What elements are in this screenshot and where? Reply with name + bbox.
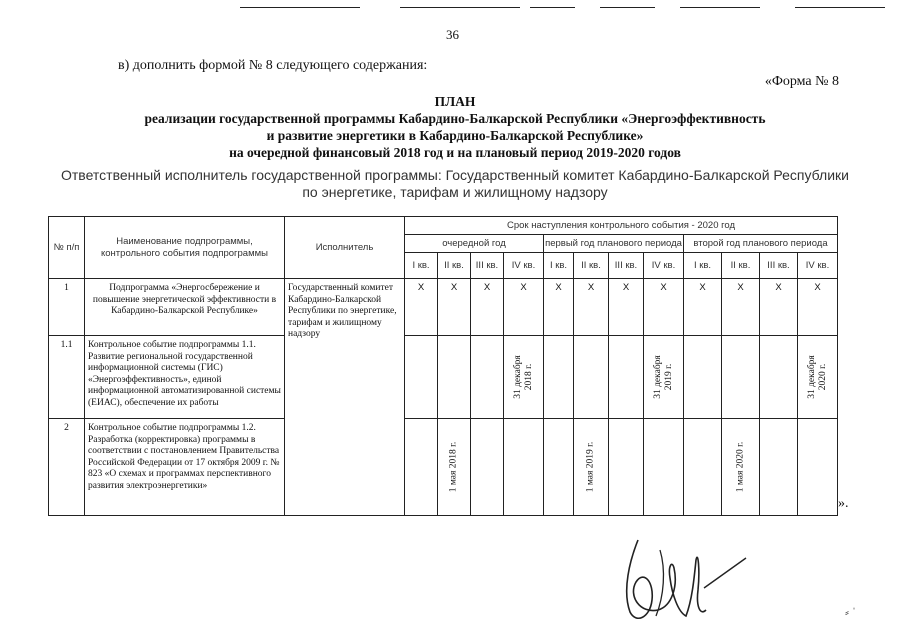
empty-cell <box>405 336 438 419</box>
empty-cell <box>644 419 684 516</box>
header-quarter: I кв. <box>544 253 574 279</box>
header-quarter: III кв. <box>609 253 644 279</box>
row-name: Контрольное событие подпрограммы 1.1. Развитие региональной государственной информационной системы (ГИС) «Энергоэффективность», единой информационной автоматизированной системы (ЕИАС), обеспечение их работы <box>85 336 285 419</box>
empty-cell <box>609 419 644 516</box>
x-mark: X <box>471 279 504 336</box>
header-period-current: очередной год <box>405 235 544 253</box>
form-label: «Форма № 8 <box>764 74 839 89</box>
x-mark: X <box>644 279 684 336</box>
header-quarter: II кв. <box>574 253 609 279</box>
deadline-cell <box>504 336 544 419</box>
deadline-cell <box>798 336 838 419</box>
empty-cell <box>684 336 722 419</box>
title-line: и развитие энергетики в Кабардино-Балкарской Республике» <box>266 128 644 143</box>
header-quarter: IV кв. <box>504 253 544 279</box>
header-num: № п/п <box>49 217 85 279</box>
header-quarter: IV кв. <box>798 253 838 279</box>
empty-cell <box>438 336 471 419</box>
header-quarter: III кв. <box>760 253 798 279</box>
row-number: 1 <box>49 279 85 336</box>
x-mark: X <box>684 279 722 336</box>
header-quarter: I кв. <box>405 253 438 279</box>
header-name: Наименование подпрограммы, контрольного события подпрограммы <box>85 217 285 279</box>
title-line: реализации государственной программы Кабардино-Балкарской Республики «Энергоэффективность <box>144 111 766 126</box>
deadline-cell <box>438 419 471 516</box>
plan-table <box>48 216 838 516</box>
top-rule <box>240 7 360 8</box>
deadline-cell <box>644 336 684 419</box>
deadline-cell <box>574 419 609 516</box>
closing-quote: ». <box>838 496 849 511</box>
responsible-executor <box>30 167 880 201</box>
table-row <box>49 336 838 419</box>
document-title <box>60 93 850 161</box>
row-name: Подпрограмма «Энергосбережение и повышение энергетической эффективности в Кабардино-Балкарской Республике» <box>85 279 285 336</box>
signature-image <box>600 520 750 630</box>
top-rule <box>600 7 655 8</box>
x-mark: X <box>504 279 544 336</box>
intro-text: в) дополнить формой № 8 следующего содержания: <box>118 58 428 73</box>
empty-cell <box>609 336 644 419</box>
title-line: на очередной финансовый 2018 год и на плановый период 2019-2020 годов <box>229 145 681 160</box>
x-mark: X <box>405 279 438 336</box>
empty-cell <box>471 336 504 419</box>
empty-cell <box>798 419 838 516</box>
top-rule <box>795 7 885 8</box>
header-quarter: I кв. <box>684 253 722 279</box>
header-period-first: первый год планового периода <box>544 235 684 253</box>
deadline-date: 31 декабря 2019 г. <box>652 355 674 399</box>
row-number: 1.1 <box>49 336 85 419</box>
x-mark: X <box>544 279 574 336</box>
responsible-line: Ответственный исполнитель государственной программы: Государственный комитет Кабардино-Балкарской Республики <box>61 167 849 183</box>
empty-cell <box>504 419 544 516</box>
deadline-cell <box>722 419 760 516</box>
title-line: ПЛАН <box>434 94 476 109</box>
empty-cell <box>684 419 722 516</box>
row-executor: Государственный комитет Кабардино-Балкарской Республики по энергетике, тарифам и жилищному надзору <box>285 279 405 516</box>
empty-cell <box>544 419 574 516</box>
table-row <box>49 419 838 516</box>
x-mark: X <box>438 279 471 336</box>
top-rule <box>400 7 520 8</box>
deadline-date: 1 мая 2018 г. <box>448 441 459 493</box>
row-name: Контрольное событие подпрограммы 1.2. Разработка (корректировка) программы в соответствии с постановлением Правительства Российской Федерации от 17 октября 2009 г. № 823 «О схемах и программах перспективного развития электроэнергетики» <box>85 419 285 516</box>
header-quarter: III кв. <box>471 253 504 279</box>
header-period-second: второй год планового периода <box>684 235 838 253</box>
header-quarter: II кв. <box>438 253 471 279</box>
empty-cell <box>405 419 438 516</box>
x-mark: X <box>609 279 644 336</box>
x-mark: X <box>722 279 760 336</box>
header-executor: Исполнитель <box>285 217 405 279</box>
deadline-date: 1 мая 2020 г. <box>735 441 745 493</box>
deadline-date: 1 мая 2019 г. <box>585 441 596 493</box>
empty-cell <box>574 336 609 419</box>
empty-cell <box>760 336 798 419</box>
x-mark: X <box>798 279 838 336</box>
header-deadline: Срок наступления контрольного события - 2020 год <box>405 217 838 235</box>
x-mark: X <box>574 279 609 336</box>
top-rule <box>530 7 575 8</box>
footer-marks: ⸗ ˈ <box>845 605 856 619</box>
header-quarter: IV кв. <box>644 253 684 279</box>
top-rule <box>680 7 760 8</box>
table-row <box>49 279 838 336</box>
deadline-date: 31 декабря 2020 г. <box>806 355 828 399</box>
empty-cell <box>544 336 574 419</box>
empty-cell <box>722 336 760 419</box>
deadline-date: 31 декабря 2018 г. <box>512 355 534 399</box>
header-quarter: II кв. <box>722 253 760 279</box>
x-mark: X <box>760 279 798 336</box>
empty-cell <box>471 419 504 516</box>
responsible-line: по энергетике, тарифам и жилищному надзору <box>302 184 608 200</box>
page-number: 36 <box>446 27 459 42</box>
empty-cell <box>760 419 798 516</box>
row-number: 2 <box>49 419 85 516</box>
